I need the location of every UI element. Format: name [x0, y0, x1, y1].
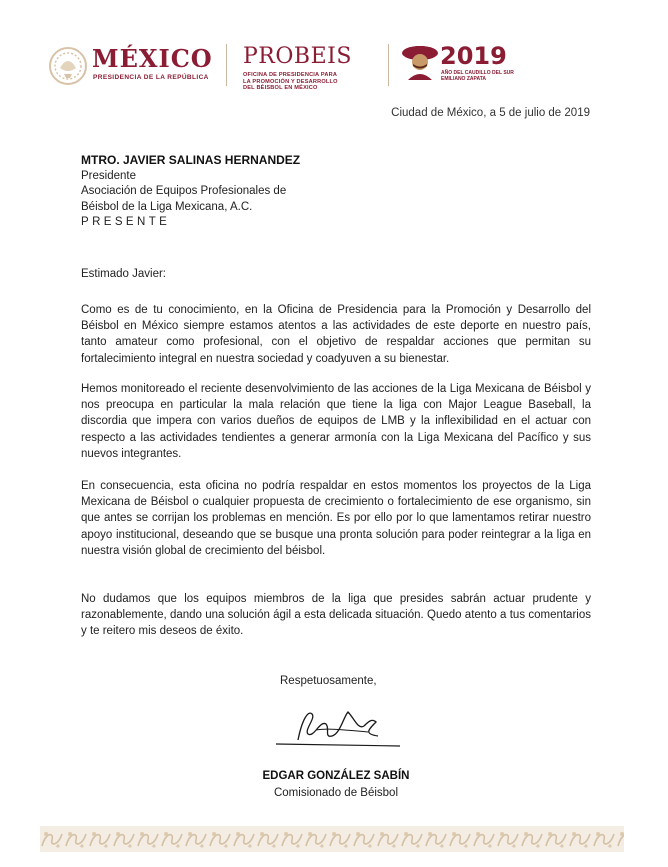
letterhead [48, 38, 628, 98]
body-paragraph: En consecuencia, esta oficina no podría respaldar en estos momentos los proyectos de la Liga Mexicana de Béisbol o cualquier propuesta de crecimiento o fortalecimiento de ese organismo, sin que antes se corrijan los problemas en mención. Es por ello por lo que lamentamos retirar nuestro apoyo institucional, deseando que se busque una pronta solución para poder reintegrar a la liga en nuestra visión global de crecimiento del béisbol. [81, 480, 591, 557]
mexico-wordmark: MÉXICO [92, 44, 213, 73]
probeis-wordmark: PROBEIS [243, 44, 352, 69]
signer-name: EDGAR GONZÁLEZ SABÍN [262, 770, 410, 782]
presente-label: PRESENTE [81, 216, 171, 228]
year-subtitle: AÑO DEL CAUDILLO DEL SUR EMILIANO ZAPATA [441, 70, 514, 82]
greeting: Estimado Javier: [81, 268, 167, 280]
decorative-footer-band [40, 826, 624, 852]
recipient-block [81, 153, 300, 231]
body-paragraph: Hemos monitoreado el reciente desenvolvimiento de las acciones de la Liga Mexicana de Béisbol y nos preocupa en particular la mala relación que tiene la liga con Major League Baseball, la discordia que impera con varios dueños de equipos de LMB y la inflexibilidad en el actuar con respecto a las actividades tendientes a generar armonía con la Liga Mexicana del Pacífico y sus nuevos integrantes. [81, 383, 591, 460]
signer-title: Comisionado de Béisbol [273, 787, 399, 799]
recipient-org-line: Béisbol de la Liga Mexicana, A.C. [81, 200, 253, 213]
recipient-org-line: Asociación de Equipos Profesionales de [81, 185, 287, 197]
recipient-name: MTRO. JAVIER SALINAS HERNANDEZ [81, 153, 301, 167]
body-paragraph: No dudamos que los equipos miembros de la liga que presides sabrán actuar prudente y razonablemente, dando una solución ágil a esta delicada situación. Quedo atento a tus comentarios y te reitero mis deseos de éxito. [81, 593, 591, 638]
handwritten-signature [268, 700, 408, 758]
coat-of-arms-icon [48, 42, 88, 90]
year-wordmark: 2019 [440, 42, 507, 70]
probeis-subtitle: OFICINA DE PRESIDENCIA PARA LA PROMOCIÓN Y DESARROLLO DEL BÉISBOL EN MÉXICO [243, 72, 338, 92]
letter-date: Ciudad de México, a 5 de julio de 2019 [391, 107, 590, 119]
header-divider [226, 44, 227, 86]
body-paragraph: Como es de tu conocimiento, en la Oficina de Presidencia para la Promoción y Desarrollo del Béisbol en México siempre estamos atentos a las actividades de este deporte en nuestro país, tanto amateur como profesional, con el objetivo de respaldar acciones que permitan su fortalecimiento integral en nuestra sociedad y coadyuven a su bienestar. [81, 304, 591, 365]
zapata-portrait-icon [400, 40, 440, 80]
presidencia-subtitle: PRESIDENCIA DE LA REPÚBLICA [93, 74, 209, 81]
closing-salutation: Respetuosamente, [280, 675, 377, 687]
recipient-role: Presidente [81, 169, 136, 182]
header-divider [388, 44, 389, 86]
